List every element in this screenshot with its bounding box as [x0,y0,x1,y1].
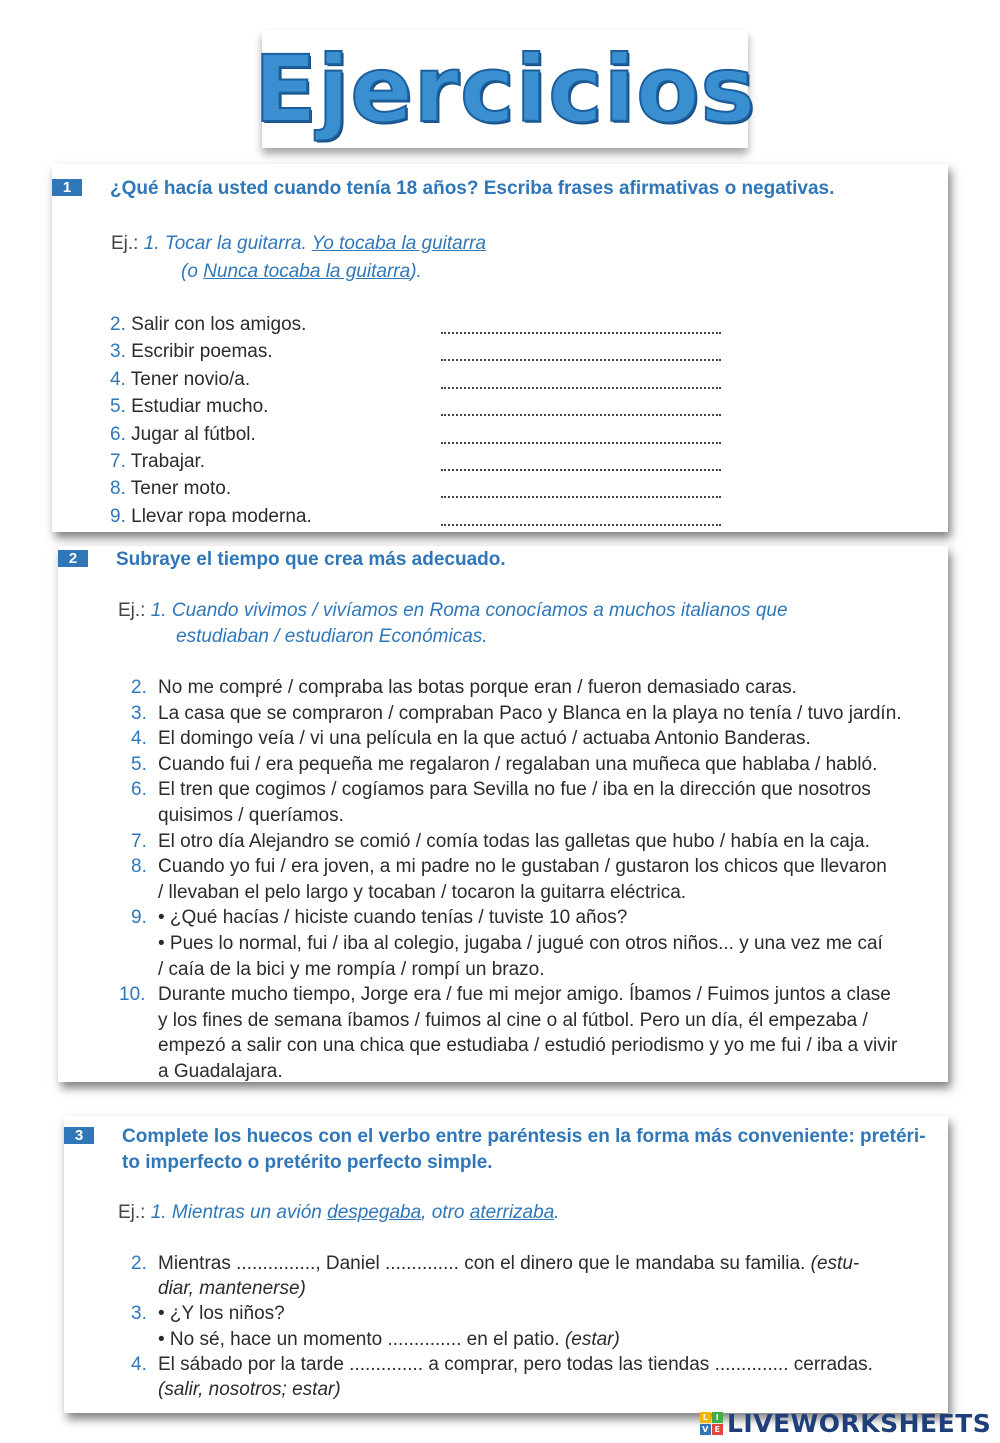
exercise-2-line-text: Cuando yo fui / era joven, a mi padre no le gustaban / gustaron los chicos que llevaron [158,856,887,878]
exercise-1-item: 3. Escribir poemas. [110,341,273,363]
example-answer: Yo tocaba la guitarra [311,233,486,254]
exercise-2-line-text: El tren que cogimos / cogíamos para Sevilla no fue / iba en la dirección que nosotros [158,779,871,801]
exercise-2-line-text: • ¿Qué hacías / hiciste cuando tenías / tuviste 10 años? [158,907,628,929]
exercise-2-line-number: 8. [131,856,147,878]
answer-blank[interactable] [441,469,721,471]
exercise-3-example: Ej.: 1. Mientras un avión despegaba, otro aterrizaba. [118,1202,560,1223]
exercise-2-line-text: Durante mucho tiempo, Jorge era / fue mi mejor amigo. Íbamos / Fuimos juntos a clase [158,984,891,1006]
exercise-2-number: 2 [58,550,88,567]
exercise-2-line-text: • Pues lo normal, fui / iba al colegio, jugaba / jugué con otros niños... y una vez me caí [158,933,883,954]
page-title: Ejercicios [253,35,757,143]
exercise-2-heading [58,547,506,573]
exercise-2-title: Subraye el tiempo que crea más adecuado. [116,549,506,570]
exercise-1-item: 8. Tener moto. [110,478,232,500]
exercise-1-heading [52,176,834,202]
exercise-2-example: Ej.: 1. Cuando vivimos / vivíamos en Roma conocíamos a muchos italianos que [118,600,788,621]
exercise-3-line: • ¿Y los niños? [158,1303,285,1325]
exercise-2-line-text: La casa que se compraron / compraban Paco y Blanca en la playa no tenía / tuvo jardín. [158,702,902,724]
exercise-2-line-text: / llevaban el pelo largo y tocaban / tocaron la guitarra eléctrica. [158,881,687,903]
exercise-2-line-number: 7. [131,830,147,852]
exercise-1-item: 2. Salir con los amigos. [110,314,307,335]
answer-blank[interactable] [441,387,721,389]
exercise-3-title-line1: Complete los huecos con el verbo entre paréntesis en la forma más conveniente: pretéri- [122,1126,926,1147]
exercise-1-item: 5. Estudiar mucho. [110,396,269,418]
exercise-1-example-alt: (o Nunca tocaba la guitarra). [181,261,422,282]
exercise-2-line-text: No me compré / compraba las botas porque eran / fueron demasiado caras. [158,677,797,698]
exercise-3-title-line2: to imperfecto o pretérito perfecto simple. [122,1152,493,1173]
exercise-1-number: 1 [52,179,82,196]
answer-blank[interactable] [441,414,721,416]
exercise-3-line-number: 4. [131,1353,147,1375]
exercise-2-line-text: y los fines de semana íbamos / fuimos al cine o al fútbol. Pero un día, él empezaba / [158,1009,868,1031]
exercise-2-line-text: a Guadalajara. [158,1061,283,1082]
answer-blank[interactable] [441,496,721,498]
answer-blank[interactable] [441,442,721,444]
exercise-3-line-number: 3. [131,1303,147,1325]
exercise-2-line-number: 4. [131,728,147,750]
exercise-2-line-text: El otro día Alejandro se comió / comía todas las galletas que hubo / había en la caja. [158,830,870,852]
exercise-1-item: 4. Tener novio/a. [110,368,251,390]
exercise-3-line: (salir, nosotros; estar) [158,1379,341,1400]
exercise-3-line: diar, mantenerse) [158,1278,306,1300]
exercise-2-line-number: 10. [119,984,146,1006]
exercise-3-heading [64,1124,926,1176]
exercise-1-item: 6. Jugar al fútbol. [110,423,256,445]
exercise-1-item: 7. Trabajar. [110,451,206,472]
exercise-1-example: Ej.: 1. Tocar la guitarra. Yo tocaba la guitarra [111,233,486,254]
watermark-text: LIVEWORKSHEETS [727,1408,992,1438]
exercise-3-line: • No sé, hace un momento .............. en el patio. (estar) [158,1328,620,1350]
exercise-2-line-text: / caía de la bici y me rompía / rompí un brazo. [158,958,545,980]
exercise-1-item: 9. Llevar ropa moderna. [110,505,312,527]
exercise-3-line-number: 2. [131,1253,147,1274]
exercise-1-title: ¿Qué hacía usted cuando tenía 18 años? Escriba frases afirmativas o negativas. [110,178,835,199]
exercise-2-line-text: Cuando fui / era pequeña me regalaron / regalaban una muñeca que hablaba / habló. [158,753,878,775]
exercise-2-line-text: El domingo veía / vi una película en la que actuó / actuaba Antonio Banderas. [158,728,811,750]
exercise-2-line-number: 5. [131,753,147,775]
exercise-2-example-line2: estudiaban / estudiaron Económicas. [176,626,488,647]
exercise-3-line: Mientras ..............., Daniel .............. con el dinero que le mandaba su familia. (estu- [158,1253,860,1274]
liveworksheets-watermark [700,1408,991,1438]
exercise-2-line-number: 2. [131,677,147,698]
exercise-2-line-number: 9. [131,907,147,929]
title-card [253,30,757,148]
exercise-3-line: El sábado por la tarde .............. a comprar, pero todas las tiendas .............. cerradas. [158,1353,873,1375]
exercise-2-line-number: 3. [131,702,147,724]
exercise-3-number: 3 [64,1127,94,1144]
exercise-2-line-text: quisimos / queríamos. [158,805,344,826]
answer-blank[interactable] [441,359,721,361]
liveworksheets-logo-icon: L I V E [700,1412,723,1435]
answer-blank[interactable] [441,332,721,334]
exercise-2-line-text: empezó a salir con una chica que estudiaba / estudió periodismo y yo me fui / iba a vivir [158,1035,898,1057]
exercise-2-line-number: 6. [131,779,147,801]
answer-blank[interactable] [441,524,721,526]
